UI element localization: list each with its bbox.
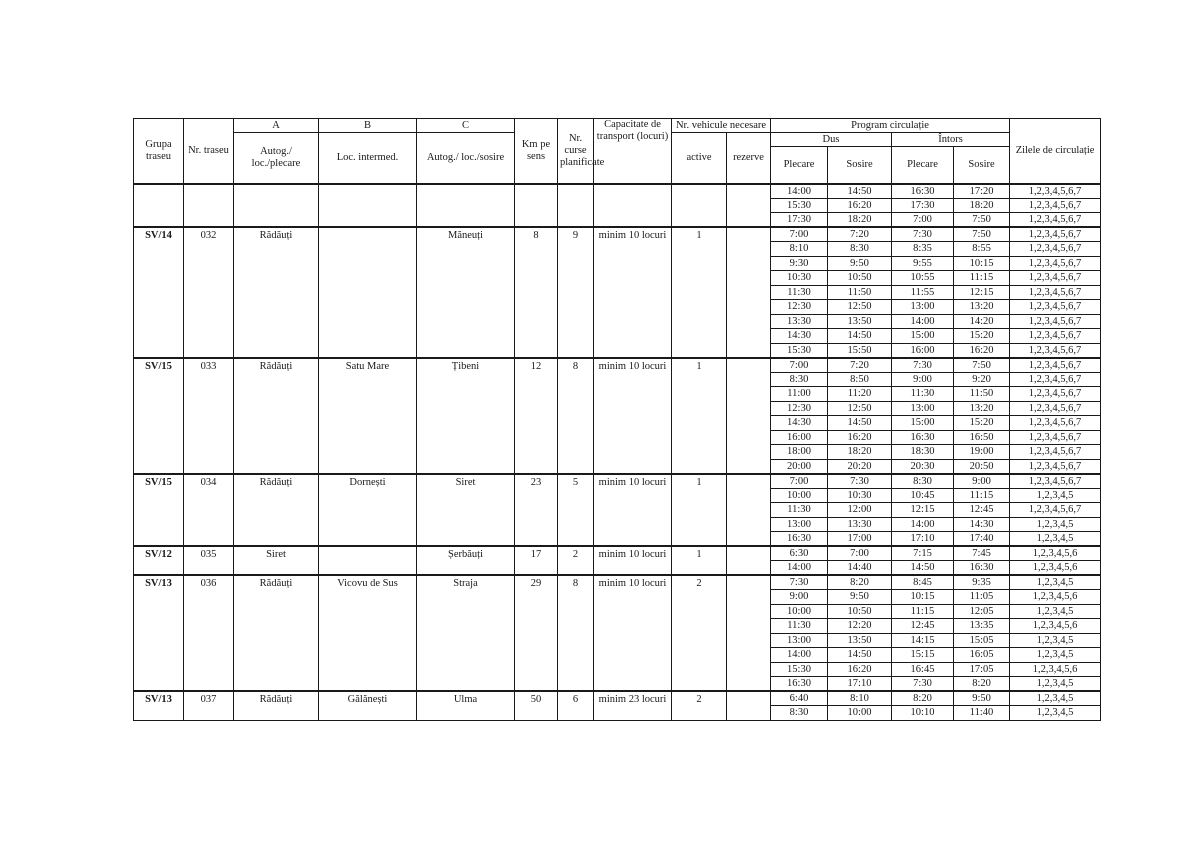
dus-plecare: 7:00: [771, 227, 828, 242]
operating-days: 1,2,3,4,5,6,7: [1010, 300, 1101, 315]
table-row: [134, 358, 1101, 373]
header-col-a: A: [234, 119, 319, 133]
dus-sosire: 18:20: [828, 213, 892, 228]
intors-sosire: 7:50: [954, 213, 1010, 228]
intors-plecare: 14:00: [892, 314, 954, 329]
route-number: 035: [184, 546, 234, 575]
vehicles-reserve: [727, 227, 771, 358]
dus-sosire: 18:20: [828, 445, 892, 460]
table-row: [134, 546, 1101, 561]
dus-sosire: 11:50: [828, 285, 892, 300]
route-destination: Șerbăuți: [417, 546, 515, 575]
route-origin: [234, 184, 319, 228]
route-number: 036: [184, 575, 234, 691]
intors-plecare: 18:30: [892, 445, 954, 460]
dus-sosire: 12:20: [828, 619, 892, 634]
intors-sosire: 17:05: [954, 662, 1010, 677]
header-col-c: C: [417, 119, 515, 133]
intors-sosire: 8:20: [954, 677, 1010, 692]
operating-days: 1,2,3,4,5,6,7: [1010, 285, 1101, 300]
dus-sosire: 14:40: [828, 561, 892, 576]
intors-sosire: 7:50: [954, 358, 1010, 373]
route-capacity: minim 10 locuri: [594, 575, 672, 691]
route-group: SV/13: [134, 575, 184, 691]
route-destination: Siret: [417, 474, 515, 547]
operating-days: 1,2,3,4,5,6,7: [1010, 372, 1101, 387]
route-km: [515, 184, 558, 228]
dus-sosire: 10:50: [828, 604, 892, 619]
route-origin: Siret: [234, 546, 319, 575]
dus-plecare: 15:30: [771, 198, 828, 213]
operating-days: 1,2,3,4,5: [1010, 677, 1101, 692]
intors-plecare: 13:00: [892, 300, 954, 315]
dus-sosire: 7:20: [828, 358, 892, 373]
intors-plecare: 11:55: [892, 285, 954, 300]
table-row: [134, 575, 1101, 590]
intors-plecare: 15:00: [892, 416, 954, 431]
route-group: SV/13: [134, 691, 184, 720]
intors-plecare: 8:30: [892, 474, 954, 489]
header-dus-plecare: Plecare: [771, 147, 828, 184]
route-destination: Ulma: [417, 691, 515, 720]
dus-sosire: 8:20: [828, 575, 892, 590]
intors-plecare: 16:30: [892, 184, 954, 199]
intors-sosire: 9:35: [954, 575, 1010, 590]
header-loc-intermed: Loc. intermed.: [319, 133, 417, 184]
route-intermediate: [319, 227, 417, 358]
route-trips: 6: [558, 691, 594, 720]
dus-plecare: 11:30: [771, 619, 828, 634]
dus-sosire: 8:50: [828, 372, 892, 387]
intors-plecare: 12:15: [892, 503, 954, 518]
operating-days: 1,2,3,4,5,6,7: [1010, 474, 1101, 489]
dus-plecare: 12:30: [771, 300, 828, 315]
route-group: SV/12: [134, 546, 184, 575]
route-number: 033: [184, 358, 234, 474]
dus-sosire: 14:50: [828, 416, 892, 431]
schedule-body: [134, 184, 1101, 721]
dus-sosire: 9:50: [828, 590, 892, 605]
intors-plecare: 11:15: [892, 604, 954, 619]
intors-sosire: 14:20: [954, 314, 1010, 329]
dus-plecare: 11:30: [771, 503, 828, 518]
intors-plecare: 7:30: [892, 227, 954, 242]
operating-days: 1,2,3,4,5,6,7: [1010, 503, 1101, 518]
intors-plecare: 9:00: [892, 372, 954, 387]
route-number: 032: [184, 227, 234, 358]
header-active: active: [672, 133, 727, 184]
dus-sosire: 8:30: [828, 242, 892, 257]
route-km: 12: [515, 358, 558, 474]
intors-plecare: 15:00: [892, 329, 954, 344]
route-trips: 9: [558, 227, 594, 358]
route-trips: [558, 184, 594, 228]
route-destination: Măneuți: [417, 227, 515, 358]
dus-sosire: 17:00: [828, 532, 892, 547]
dus-plecare: 9:30: [771, 256, 828, 271]
dus-plecare: 14:00: [771, 561, 828, 576]
dus-plecare: 8:10: [771, 242, 828, 257]
intors-plecare: 7:30: [892, 358, 954, 373]
intors-sosire: 15:20: [954, 416, 1010, 431]
dus-plecare: 15:30: [771, 662, 828, 677]
intors-plecare: 14:50: [892, 561, 954, 576]
intors-sosire: 20:50: [954, 459, 1010, 474]
intors-plecare: 9:55: [892, 256, 954, 271]
dus-sosire: 9:50: [828, 256, 892, 271]
dus-sosire: 7:20: [828, 227, 892, 242]
intors-sosire: 16:05: [954, 648, 1010, 663]
dus-plecare: 13:30: [771, 314, 828, 329]
intors-sosire: 13:35: [954, 619, 1010, 634]
dus-plecare: 13:00: [771, 633, 828, 648]
intors-sosire: 15:05: [954, 633, 1010, 648]
operating-days: 1,2,3,4,5,6,7: [1010, 459, 1101, 474]
header-nr-traseu: Nr. traseu: [184, 119, 234, 184]
intors-plecare: 10:55: [892, 271, 954, 286]
route-group: SV/15: [134, 474, 184, 547]
dus-plecare: 14:00: [771, 184, 828, 199]
route-destination: [417, 184, 515, 228]
vehicles-active: 1: [672, 546, 727, 575]
intors-plecare: 10:15: [892, 590, 954, 605]
operating-days: 1,2,3,4,5: [1010, 575, 1101, 590]
route-km: 29: [515, 575, 558, 691]
route-intermediate: Dornești: [319, 474, 417, 547]
route-group: [134, 184, 184, 228]
intors-sosire: 9:00: [954, 474, 1010, 489]
intors-sosire: 7:45: [954, 546, 1010, 561]
intors-plecare: 8:20: [892, 691, 954, 706]
vehicles-active: 2: [672, 691, 727, 720]
dus-sosire: 16:20: [828, 662, 892, 677]
intors-plecare: 20:30: [892, 459, 954, 474]
dus-plecare: 11:00: [771, 387, 828, 402]
route-number: 034: [184, 474, 234, 547]
dus-plecare: 8:30: [771, 372, 828, 387]
dus-plecare: 10:00: [771, 488, 828, 503]
route-destination: Țibeni: [417, 358, 515, 474]
header-dus-sosire: Sosire: [828, 147, 892, 184]
operating-days: 1,2,3,4,5: [1010, 648, 1101, 663]
intors-sosire: 10:15: [954, 256, 1010, 271]
intors-plecare: 14:15: [892, 633, 954, 648]
intors-sosire: 19:00: [954, 445, 1010, 460]
dus-sosire: 10:50: [828, 271, 892, 286]
operating-days: 1,2,3,4,5,6,7: [1010, 198, 1101, 213]
dus-sosire: 10:00: [828, 706, 892, 721]
dus-sosire: 10:30: [828, 488, 892, 503]
operating-days: 1,2,3,4,5,6,7: [1010, 227, 1101, 242]
dus-sosire: 17:10: [828, 677, 892, 692]
operating-days: 1,2,3,4,5,6,7: [1010, 271, 1101, 286]
header-autog-sosire: Autog./ loc./sosire: [417, 133, 515, 184]
dus-sosire: 12:50: [828, 401, 892, 416]
dus-sosire: 16:20: [828, 430, 892, 445]
vehicles-active: 1: [672, 474, 727, 547]
dus-plecare: 14:30: [771, 329, 828, 344]
intors-plecare: 16:00: [892, 343, 954, 358]
header-nr-curse: Nr. curse planificate: [558, 119, 594, 184]
header-zilele: Zilele de circulație: [1010, 119, 1101, 184]
operating-days: 1,2,3,4,5,6,7: [1010, 256, 1101, 271]
header-col-b: B: [319, 119, 417, 133]
vehicles-reserve: [727, 358, 771, 474]
vehicles-reserve: [727, 474, 771, 547]
dus-sosire: 20:20: [828, 459, 892, 474]
header-nr-vehicule: Nr. vehicule necesare: [672, 119, 771, 133]
intors-plecare: 14:00: [892, 517, 954, 532]
route-origin: Rădăuți: [234, 358, 319, 474]
dus-sosire: 15:50: [828, 343, 892, 358]
route-trips: 8: [558, 358, 594, 474]
operating-days: 1,2,3,4,5,6: [1010, 561, 1101, 576]
dus-plecare: 7:00: [771, 474, 828, 489]
intors-sosire: 13:20: [954, 401, 1010, 416]
header-grupa: Grupa traseu: [134, 119, 184, 184]
route-intermediate: Satu Mare: [319, 358, 417, 474]
operating-days: 1,2,3,4,5: [1010, 633, 1101, 648]
vehicles-reserve: [727, 575, 771, 691]
intors-plecare: 7:15: [892, 546, 954, 561]
operating-days: 1,2,3,4,5,6,7: [1010, 343, 1101, 358]
route-trips: 8: [558, 575, 594, 691]
table-row: [134, 184, 1101, 199]
dus-plecare: 16:30: [771, 677, 828, 692]
dus-sosire: 12:50: [828, 300, 892, 315]
operating-days: 1,2,3,4,5,6: [1010, 590, 1101, 605]
intors-sosire: 11:50: [954, 387, 1010, 402]
route-number: 037: [184, 691, 234, 720]
operating-days: 1,2,3,4,5: [1010, 706, 1101, 721]
intors-sosire: 9:20: [954, 372, 1010, 387]
dus-plecare: 17:30: [771, 213, 828, 228]
operating-days: 1,2,3,4,5,6,7: [1010, 358, 1101, 373]
route-km: 50: [515, 691, 558, 720]
dus-plecare: 16:00: [771, 430, 828, 445]
intors-sosire: 16:20: [954, 343, 1010, 358]
route-intermediate: Gălănești: [319, 691, 417, 720]
header-dus: Dus: [771, 133, 892, 147]
route-intermediate: [319, 546, 417, 575]
dus-plecare: 14:30: [771, 416, 828, 431]
dus-sosire: 16:20: [828, 198, 892, 213]
route-origin: Rădăuți: [234, 474, 319, 547]
dus-plecare: 15:30: [771, 343, 828, 358]
route-destination: Straja: [417, 575, 515, 691]
dus-plecare: 6:30: [771, 546, 828, 561]
intors-sosire: 11:15: [954, 271, 1010, 286]
intors-plecare: 17:30: [892, 198, 954, 213]
dus-sosire: 11:20: [828, 387, 892, 402]
intors-sosire: 12:15: [954, 285, 1010, 300]
route-capacity: minim 10 locuri: [594, 358, 672, 474]
intors-sosire: 12:45: [954, 503, 1010, 518]
dus-plecare: 10:00: [771, 604, 828, 619]
dus-sosire: 14:50: [828, 329, 892, 344]
operating-days: 1,2,3,4,5,6: [1010, 546, 1101, 561]
operating-days: 1,2,3,4,5,6,7: [1010, 416, 1101, 431]
route-group: SV/15: [134, 358, 184, 474]
route-km: 17: [515, 546, 558, 575]
intors-plecare: 15:15: [892, 648, 954, 663]
intors-plecare: 16:30: [892, 430, 954, 445]
route-capacity: minim 10 locuri: [594, 474, 672, 547]
route-capacity: minim 23 locuri: [594, 691, 672, 720]
operating-days: 1,2,3,4,5,6: [1010, 662, 1101, 677]
intors-sosire: 8:55: [954, 242, 1010, 257]
header-rezerve: rezerve: [727, 133, 771, 184]
dus-sosire: 13:30: [828, 517, 892, 532]
operating-days: 1,2,3,4,5,6,7: [1010, 242, 1101, 257]
operating-days: 1,2,3,4,5,6,7: [1010, 329, 1101, 344]
dus-plecare: 18:00: [771, 445, 828, 460]
intors-sosire: 17:20: [954, 184, 1010, 199]
dus-sosire: 7:30: [828, 474, 892, 489]
dus-plecare: 7:00: [771, 358, 828, 373]
dus-sosire: 13:50: [828, 314, 892, 329]
intors-sosire: 12:05: [954, 604, 1010, 619]
header-km: Km pe sens: [515, 119, 558, 184]
operating-days: 1,2,3,4,5,6,7: [1010, 213, 1101, 228]
route-intermediate: [319, 184, 417, 228]
intors-sosire: 15:20: [954, 329, 1010, 344]
table-row: [134, 691, 1101, 706]
route-origin: Rădăuți: [234, 227, 319, 358]
route-capacity: minim 10 locuri: [594, 227, 672, 358]
vehicles-active: 1: [672, 227, 727, 358]
intors-sosire: 9:50: [954, 691, 1010, 706]
dus-plecare: 10:30: [771, 271, 828, 286]
dus-plecare: 14:00: [771, 648, 828, 663]
intors-sosire: 13:20: [954, 300, 1010, 315]
dus-sosire: 7:00: [828, 546, 892, 561]
intors-sosire: 11:05: [954, 590, 1010, 605]
dus-plecare: 6:40: [771, 691, 828, 706]
intors-sosire: 16:30: [954, 561, 1010, 576]
vehicles-active: 2: [672, 575, 727, 691]
route-km: 23: [515, 474, 558, 547]
intors-sosire: 14:30: [954, 517, 1010, 532]
operating-days: 1,2,3,4,5,6,7: [1010, 314, 1101, 329]
route-number: [184, 184, 234, 228]
dus-plecare: 8:30: [771, 706, 828, 721]
intors-sosire: 7:50: [954, 227, 1010, 242]
operating-days: 1,2,3,4,5: [1010, 604, 1101, 619]
operating-days: 1,2,3,4,5,6,7: [1010, 401, 1101, 416]
intors-plecare: 7:00: [892, 213, 954, 228]
intors-plecare: 7:30: [892, 677, 954, 692]
dus-sosire: 13:50: [828, 633, 892, 648]
vehicles-reserve: [727, 691, 771, 720]
header-capacitate: Capacitate de transport (locuri): [594, 119, 672, 184]
dus-plecare: 13:00: [771, 517, 828, 532]
dus-plecare: 16:30: [771, 532, 828, 547]
route-capacity: [594, 184, 672, 228]
table-row: [134, 474, 1101, 489]
dus-sosire: 14:50: [828, 184, 892, 199]
operating-days: 1,2,3,4,5: [1010, 691, 1101, 706]
vehicles-active: 1: [672, 358, 727, 474]
intors-plecare: 10:45: [892, 488, 954, 503]
table-row: [134, 227, 1101, 242]
intors-plecare: 8:35: [892, 242, 954, 257]
intors-sosire: 16:50: [954, 430, 1010, 445]
dus-plecare: 11:30: [771, 285, 828, 300]
operating-days: 1,2,3,4,5,6: [1010, 619, 1101, 634]
operating-days: 1,2,3,4,5,6,7: [1010, 445, 1101, 460]
route-origin: Rădăuți: [234, 691, 319, 720]
intors-plecare: 16:45: [892, 662, 954, 677]
dus-sosire: 14:50: [828, 648, 892, 663]
header-intors-sosire: Sosire: [954, 147, 1010, 184]
dus-sosire: 8:10: [828, 691, 892, 706]
operating-days: 1,2,3,4,5,6,7: [1010, 430, 1101, 445]
intors-sosire: 17:40: [954, 532, 1010, 547]
vehicles-reserve: [727, 184, 771, 228]
route-trips: 5: [558, 474, 594, 547]
operating-days: 1,2,3,4,5,6,7: [1010, 184, 1101, 199]
dus-plecare: 7:30: [771, 575, 828, 590]
intors-sosire: 18:20: [954, 198, 1010, 213]
header-program: Program circulație: [771, 119, 1010, 133]
header-intors: Întors: [892, 133, 1010, 147]
route-capacity: minim 10 locuri: [594, 546, 672, 575]
route-km: 8: [515, 227, 558, 358]
header-intors-plecare: Plecare: [892, 147, 954, 184]
vehicles-active: [672, 184, 727, 228]
operating-days: 1,2,3,4,5: [1010, 517, 1101, 532]
intors-plecare: 8:45: [892, 575, 954, 590]
intors-plecare: 12:45: [892, 619, 954, 634]
operating-days: 1,2,3,4,5: [1010, 488, 1101, 503]
dus-plecare: 20:00: [771, 459, 828, 474]
operating-days: 1,2,3,4,5: [1010, 532, 1101, 547]
dus-sosire: 12:00: [828, 503, 892, 518]
route-origin: Rădăuți: [234, 575, 319, 691]
intors-plecare: 10:10: [892, 706, 954, 721]
intors-sosire: 11:40: [954, 706, 1010, 721]
intors-plecare: 17:10: [892, 532, 954, 547]
route-intermediate: Vicovu de Sus: [319, 575, 417, 691]
schedule-table: [133, 118, 1101, 721]
intors-plecare: 11:30: [892, 387, 954, 402]
intors-plecare: 13:00: [892, 401, 954, 416]
vehicles-reserve: [727, 546, 771, 575]
route-group: SV/14: [134, 227, 184, 358]
intors-sosire: 11:15: [954, 488, 1010, 503]
dus-plecare: 9:00: [771, 590, 828, 605]
route-trips: 2: [558, 546, 594, 575]
dus-plecare: 12:30: [771, 401, 828, 416]
operating-days: 1,2,3,4,5,6,7: [1010, 387, 1101, 402]
header-autog-plecare: Autog./ loc./plecare: [234, 133, 319, 184]
